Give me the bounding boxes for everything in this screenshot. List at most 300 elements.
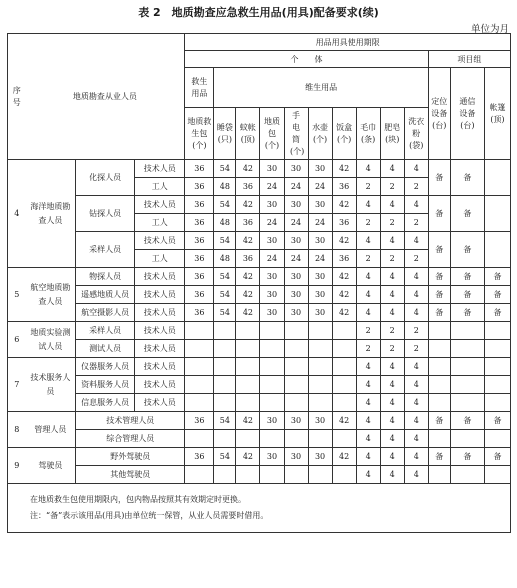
- value-cell: 36: [332, 250, 356, 268]
- equipment-table: [7, 33, 511, 533]
- value-cell: [332, 430, 356, 448]
- sub-cell: 信息服务人员: [76, 394, 135, 412]
- value-cell: 30: [284, 304, 308, 322]
- sub-cell: 技术管理人员: [76, 412, 185, 430]
- group-cell: [26, 412, 76, 448]
- unit-label: 单位为月: [470, 24, 509, 35]
- table-caption: 表 2 地质勘查应急救生用品(用具)配备要求(续): [138, 6, 379, 19]
- value-cell: [214, 340, 236, 358]
- value-cell: 30: [308, 232, 332, 250]
- project-cell: [428, 358, 450, 376]
- sub-cell: 综合管理人员: [76, 430, 185, 448]
- group-cell: [26, 322, 76, 358]
- project-cell: 备: [484, 448, 510, 466]
- table-row: [8, 430, 511, 448]
- value-cell: [236, 394, 260, 412]
- project-cell: [484, 394, 510, 412]
- value-cell: 36: [185, 232, 214, 250]
- value-cell: [236, 466, 260, 484]
- value-cell: 30: [308, 268, 332, 286]
- value-cell: 30: [308, 304, 332, 322]
- project-cell: [450, 376, 484, 394]
- value-cell: 4: [404, 412, 428, 430]
- project-cell: 备: [484, 268, 510, 286]
- value-cell: 4: [404, 286, 428, 304]
- value-cell: 42: [236, 268, 260, 286]
- group-label: 驾驶员: [38, 460, 63, 470]
- project-cell: [484, 466, 510, 484]
- project-cell: 备: [450, 448, 484, 466]
- value-cell: [332, 340, 356, 358]
- value-cell: 30: [260, 304, 284, 322]
- group-label: 航空地质勘查人员: [30, 282, 71, 306]
- value-cell: [332, 376, 356, 394]
- value-cell: [260, 322, 284, 340]
- value-cell: 2: [380, 214, 404, 232]
- value-cell: 42: [236, 286, 260, 304]
- role-cell: 技术人员: [135, 358, 185, 376]
- role-cell: 技术人员: [135, 160, 185, 178]
- value-cell: 4: [356, 304, 380, 322]
- project-cell: [484, 340, 510, 358]
- project-cell: 备: [484, 412, 510, 430]
- value-cell: 30: [284, 196, 308, 214]
- value-cell: [214, 322, 236, 340]
- value-cell: 42: [332, 448, 356, 466]
- group-label: 地质实验测试人员: [30, 327, 71, 351]
- value-cell: [284, 340, 308, 358]
- value-cell: 4: [404, 376, 428, 394]
- table-row: [8, 376, 511, 394]
- value-cell: [332, 394, 356, 412]
- value-cell: 42: [332, 232, 356, 250]
- table-row: [8, 232, 511, 250]
- role-cell: 工人: [135, 178, 185, 196]
- geo-bag-header: 地质包(个): [260, 108, 284, 160]
- seq-cell: 9: [8, 448, 26, 484]
- value-cell: 42: [236, 448, 260, 466]
- value-cell: 42: [236, 232, 260, 250]
- value-cell: 30: [284, 448, 308, 466]
- group-label: 管理人员: [34, 424, 67, 434]
- value-cell: 4: [404, 196, 428, 214]
- project-cell: [428, 322, 450, 340]
- value-cell: 30: [284, 412, 308, 430]
- value-cell: [332, 358, 356, 376]
- value-cell: 36: [185, 304, 214, 322]
- value-cell: 2: [356, 178, 380, 196]
- role-cell: 技术人员: [135, 232, 185, 250]
- value-cell: [185, 466, 214, 484]
- value-cell: 4: [404, 394, 428, 412]
- value-cell: 36: [185, 412, 214, 430]
- value-cell: 24: [260, 250, 284, 268]
- value-cell: 42: [236, 412, 260, 430]
- value-cell: 42: [332, 304, 356, 322]
- role-cell: 技术人员: [135, 286, 185, 304]
- group-cell: [26, 160, 76, 268]
- value-cell: 30: [260, 286, 284, 304]
- lunchbox-header: 饭盒(个): [332, 108, 356, 160]
- value-cell: 42: [236, 160, 260, 178]
- table-row: [8, 466, 511, 484]
- value-cell: 36: [185, 196, 214, 214]
- role-cell: 技术人员: [135, 268, 185, 286]
- value-cell: [185, 322, 214, 340]
- value-cell: [185, 376, 214, 394]
- soap-header: 肥皂(块): [380, 108, 404, 160]
- value-cell: [284, 376, 308, 394]
- seq-cell: 5: [8, 268, 26, 322]
- value-cell: 4: [356, 196, 380, 214]
- value-cell: [284, 358, 308, 376]
- value-cell: 42: [332, 196, 356, 214]
- maintain-header: 维生用品: [214, 68, 428, 108]
- project-cell: 备: [428, 304, 450, 322]
- seq-cell: 6: [8, 322, 26, 358]
- value-cell: 24: [308, 214, 332, 232]
- value-cell: [236, 376, 260, 394]
- value-cell: 36: [185, 448, 214, 466]
- value-cell: [185, 358, 214, 376]
- project-cell: [428, 466, 450, 484]
- table-row: [8, 340, 511, 358]
- project-cell: 备: [450, 286, 484, 304]
- value-cell: 2: [404, 250, 428, 268]
- value-cell: 4: [356, 232, 380, 250]
- project-cell: 备: [484, 286, 510, 304]
- value-cell: 2: [356, 214, 380, 232]
- value-cell: 4: [356, 448, 380, 466]
- value-cell: 4: [356, 394, 380, 412]
- value-cell: 2: [404, 322, 428, 340]
- value-cell: 4: [404, 160, 428, 178]
- value-cell: 4: [404, 232, 428, 250]
- note-line: 注：“备”表示该用品(用具)由单位统一保管，从业人员需要时借用。: [30, 511, 269, 520]
- value-cell: 4: [356, 376, 380, 394]
- individual-header: 个 体: [185, 51, 428, 68]
- value-cell: [284, 430, 308, 448]
- sleeping-bag-header: 睡袋(只): [214, 108, 236, 160]
- value-cell: 54: [214, 196, 236, 214]
- value-cell: 54: [214, 286, 236, 304]
- project-cell: [450, 466, 484, 484]
- value-cell: 30: [308, 448, 332, 466]
- table-row: [8, 412, 511, 430]
- sub-cell: 采样人员: [76, 322, 135, 340]
- value-cell: [308, 430, 332, 448]
- value-cell: 30: [260, 268, 284, 286]
- value-cell: [332, 466, 356, 484]
- value-cell: 30: [308, 412, 332, 430]
- value-cell: 36: [332, 214, 356, 232]
- role-cell: 技术人员: [135, 322, 185, 340]
- table-row: [8, 322, 511, 340]
- value-cell: [260, 430, 284, 448]
- value-cell: 36: [185, 214, 214, 232]
- table-row: [8, 286, 511, 304]
- value-cell: 24: [284, 214, 308, 232]
- value-cell: 30: [308, 196, 332, 214]
- project-cell: [484, 376, 510, 394]
- value-cell: 36: [185, 286, 214, 304]
- project-cell: [428, 394, 450, 412]
- flashlight-header: 手电筒(个): [284, 108, 308, 160]
- value-cell: 4: [380, 232, 404, 250]
- table-row: [8, 448, 511, 466]
- project-cell: [484, 430, 510, 448]
- value-cell: 24: [284, 178, 308, 196]
- value-cell: 54: [214, 412, 236, 430]
- seq-cell: 4: [8, 160, 26, 268]
- period-header: 用品用具使用期限: [185, 34, 511, 51]
- project-cell: [484, 160, 510, 196]
- project-cell: [450, 340, 484, 358]
- project-cell: [450, 430, 484, 448]
- kettle-header: 水壶(个): [308, 108, 332, 160]
- value-cell: 30: [308, 286, 332, 304]
- value-cell: 4: [380, 394, 404, 412]
- value-cell: 24: [308, 250, 332, 268]
- value-cell: 2: [356, 340, 380, 358]
- value-cell: 4: [380, 304, 404, 322]
- value-cell: 30: [260, 232, 284, 250]
- value-cell: [236, 340, 260, 358]
- value-cell: 4: [380, 430, 404, 448]
- table-row: [8, 358, 511, 376]
- value-cell: [236, 430, 260, 448]
- personnel-header: 地质勘查从业人员: [26, 34, 185, 160]
- value-cell: [214, 358, 236, 376]
- role-cell: 工人: [135, 214, 185, 232]
- value-cell: 48: [214, 250, 236, 268]
- value-cell: 4: [356, 268, 380, 286]
- value-cell: 4: [404, 358, 428, 376]
- value-cell: 42: [332, 286, 356, 304]
- value-cell: 54: [214, 268, 236, 286]
- value-cell: 2: [356, 322, 380, 340]
- value-cell: 36: [185, 178, 214, 196]
- project-cell: 备: [484, 304, 510, 322]
- sub-cell: 资料服务人员: [76, 376, 135, 394]
- value-cell: [185, 340, 214, 358]
- value-cell: 36: [185, 250, 214, 268]
- project-cell: 备: [428, 160, 450, 196]
- value-cell: [284, 394, 308, 412]
- group-cell: [26, 448, 76, 484]
- value-cell: [236, 358, 260, 376]
- value-cell: 4: [380, 286, 404, 304]
- value-cell: 4: [380, 448, 404, 466]
- sub-cell: 航空摄影人员: [76, 304, 135, 322]
- value-cell: [284, 322, 308, 340]
- role-cell: 技术人员: [135, 304, 185, 322]
- value-cell: 4: [380, 358, 404, 376]
- sub-cell: 采样人员: [76, 232, 135, 268]
- sub-cell: 测试人员: [76, 340, 135, 358]
- role-cell: 技术人员: [135, 394, 185, 412]
- value-cell: 4: [380, 268, 404, 286]
- value-cell: 36: [236, 178, 260, 196]
- value-cell: [308, 394, 332, 412]
- value-cell: [260, 358, 284, 376]
- value-cell: 30: [308, 160, 332, 178]
- role-cell: 工人: [135, 250, 185, 268]
- value-cell: 24: [260, 178, 284, 196]
- value-cell: [308, 340, 332, 358]
- value-cell: 4: [380, 196, 404, 214]
- value-cell: 24: [284, 250, 308, 268]
- role-cell: 技术人员: [135, 376, 185, 394]
- notes: [8, 484, 511, 533]
- value-cell: [185, 430, 214, 448]
- value-cell: [308, 466, 332, 484]
- project-cell: 备: [450, 160, 484, 196]
- value-cell: 4: [356, 466, 380, 484]
- value-cell: [308, 322, 332, 340]
- value-cell: 4: [380, 376, 404, 394]
- value-cell: 2: [404, 340, 428, 358]
- project-cell: [484, 322, 510, 340]
- value-cell: 4: [404, 268, 428, 286]
- value-cell: 2: [380, 322, 404, 340]
- value-cell: [260, 340, 284, 358]
- project-cell: [428, 430, 450, 448]
- role-cell: 技术人员: [135, 340, 185, 358]
- value-cell: 2: [380, 340, 404, 358]
- value-cell: 42: [236, 196, 260, 214]
- value-cell: 54: [214, 232, 236, 250]
- locator-header: 定位设备(台): [428, 68, 450, 160]
- value-cell: 4: [404, 448, 428, 466]
- sub-cell: 化探人员: [76, 160, 135, 196]
- project-cell: 备: [428, 448, 450, 466]
- seq-cell: 8: [8, 412, 26, 448]
- value-cell: 42: [236, 304, 260, 322]
- project-group-header: 项目组: [428, 51, 510, 68]
- project-cell: 备: [428, 196, 450, 232]
- value-cell: 36: [236, 250, 260, 268]
- value-cell: 36: [185, 268, 214, 286]
- value-cell: 30: [260, 412, 284, 430]
- value-cell: 4: [356, 160, 380, 178]
- value-cell: 4: [356, 412, 380, 430]
- value-cell: 30: [260, 196, 284, 214]
- value-cell: 54: [214, 304, 236, 322]
- project-cell: 备: [428, 268, 450, 286]
- value-cell: 4: [380, 160, 404, 178]
- sub-cell: 其他驾驶员: [76, 466, 185, 484]
- tent-header: 帐篷(顶): [484, 68, 510, 160]
- mosquito-net-header: 蚊帐(顶): [236, 108, 260, 160]
- value-cell: [284, 466, 308, 484]
- value-cell: 36: [236, 214, 260, 232]
- value-cell: 4: [356, 286, 380, 304]
- table-row: [8, 268, 511, 286]
- project-cell: 备: [450, 232, 484, 268]
- seq-cell: 7: [8, 358, 26, 412]
- value-cell: 36: [185, 160, 214, 178]
- sub-cell: 野外驾驶员: [76, 448, 185, 466]
- value-cell: [260, 394, 284, 412]
- group-cell: [26, 358, 76, 412]
- project-cell: 备: [428, 232, 450, 268]
- table-row: [8, 196, 511, 214]
- project-cell: 备: [428, 412, 450, 430]
- value-cell: [214, 430, 236, 448]
- value-cell: [260, 466, 284, 484]
- value-cell: 30: [284, 286, 308, 304]
- value-cell: 2: [356, 250, 380, 268]
- group-label: 技术服务人员: [30, 372, 71, 396]
- seq-header: 序号: [8, 34, 26, 160]
- role-cell: 技术人员: [135, 196, 185, 214]
- group-label: 海洋地质勘查人员: [30, 201, 71, 225]
- value-cell: 30: [260, 160, 284, 178]
- value-cell: 4: [380, 412, 404, 430]
- sub-cell: 钻探人员: [76, 196, 135, 232]
- value-cell: 24: [260, 214, 284, 232]
- note-line: 在地质救生包使用期限内，包内物品按照其有效期定时更换。: [30, 495, 246, 504]
- project-cell: [484, 358, 510, 376]
- value-cell: 4: [404, 430, 428, 448]
- project-cell: [450, 322, 484, 340]
- sub-cell: 遥感地质人员: [76, 286, 135, 304]
- value-cell: [260, 376, 284, 394]
- sub-cell: 仪器服务人员: [76, 358, 135, 376]
- project-cell: [428, 340, 450, 358]
- value-cell: 24: [308, 178, 332, 196]
- value-cell: 42: [332, 160, 356, 178]
- powder-header: 洗衣粉(袋): [404, 108, 428, 160]
- table-row: [8, 304, 511, 322]
- project-cell: [428, 376, 450, 394]
- value-cell: 30: [284, 160, 308, 178]
- value-cell: 30: [284, 268, 308, 286]
- value-cell: [214, 466, 236, 484]
- value-cell: 2: [404, 214, 428, 232]
- value-cell: 4: [404, 304, 428, 322]
- value-cell: 4: [404, 466, 428, 484]
- towel-header: 毛巾(条): [356, 108, 380, 160]
- value-cell: 2: [380, 250, 404, 268]
- value-cell: 4: [356, 358, 380, 376]
- value-cell: [214, 376, 236, 394]
- project-cell: [450, 394, 484, 412]
- project-cell: 备: [450, 196, 484, 232]
- value-cell: [308, 376, 332, 394]
- group-cell: [26, 268, 76, 322]
- project-cell: 备: [428, 286, 450, 304]
- table-row: [8, 160, 511, 178]
- value-cell: 30: [284, 232, 308, 250]
- sub-cell: 物探人员: [76, 268, 135, 286]
- project-cell: 备: [450, 412, 484, 430]
- value-cell: 48: [214, 178, 236, 196]
- project-cell: [484, 232, 510, 268]
- project-cell: 备: [450, 268, 484, 286]
- kit-header: 地质救生包(个): [185, 108, 214, 160]
- value-cell: [214, 394, 236, 412]
- value-cell: 2: [404, 178, 428, 196]
- rescue-header: 救生用品: [185, 68, 214, 108]
- project-cell: [450, 358, 484, 376]
- table-row: [8, 394, 511, 412]
- project-cell: [484, 196, 510, 232]
- value-cell: 36: [332, 178, 356, 196]
- value-cell: [185, 394, 214, 412]
- value-cell: 30: [260, 448, 284, 466]
